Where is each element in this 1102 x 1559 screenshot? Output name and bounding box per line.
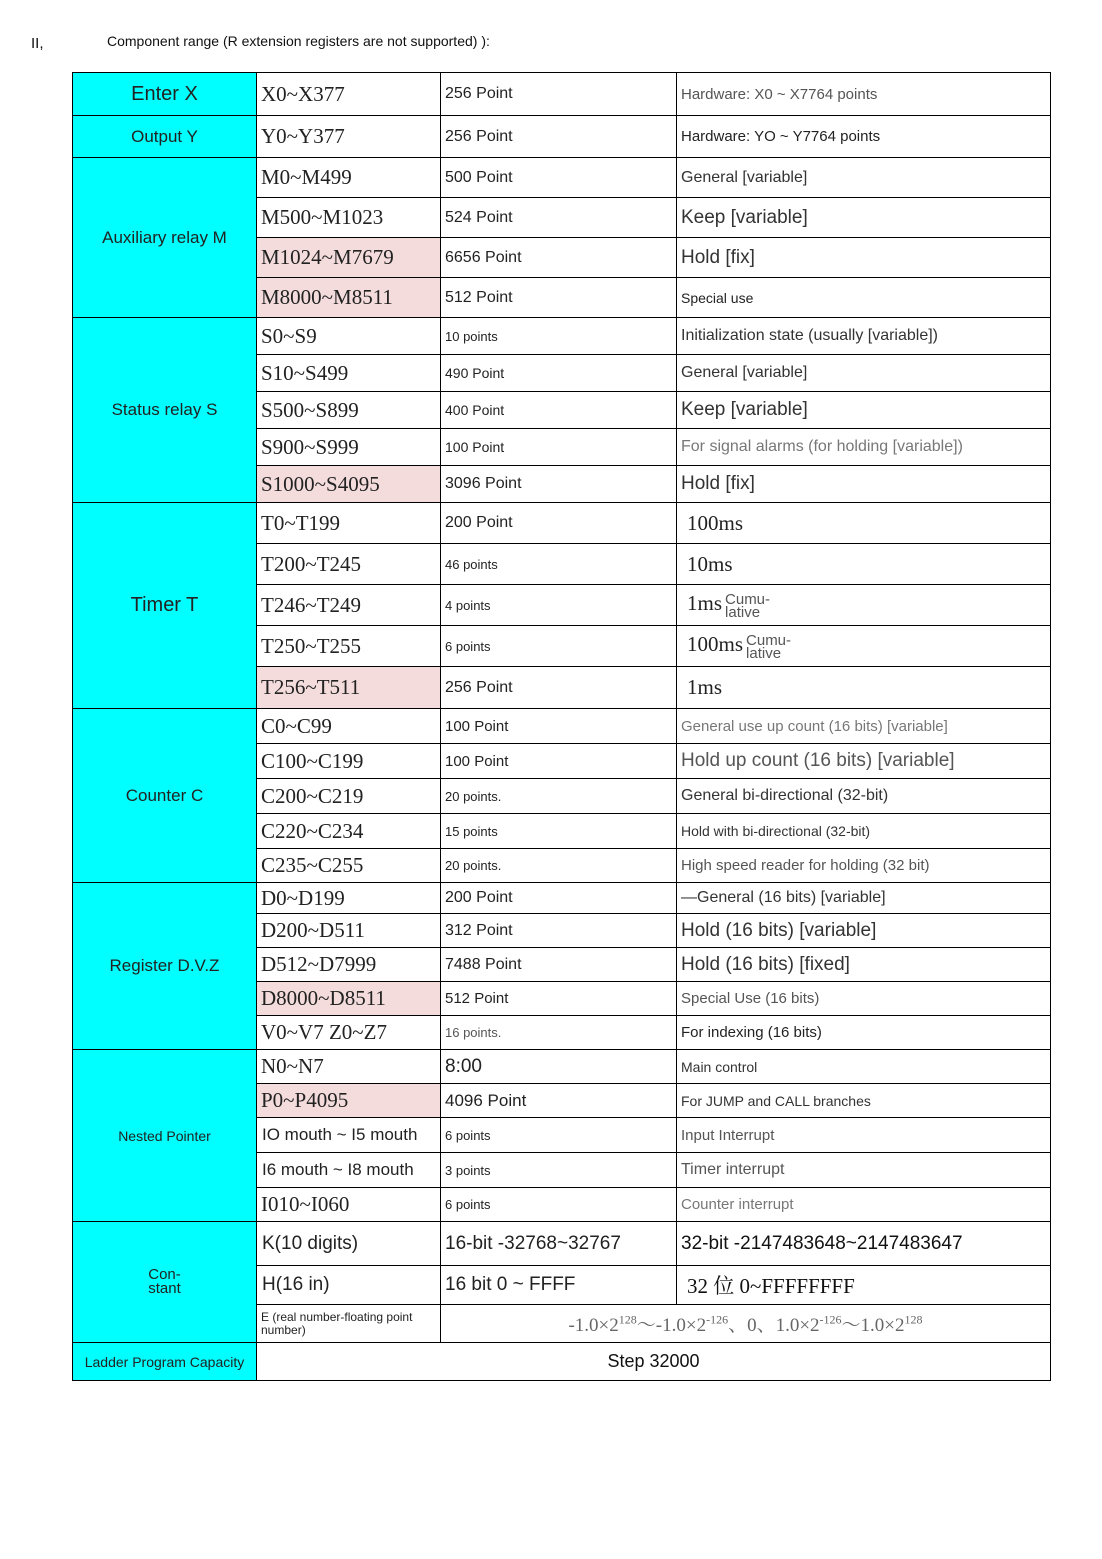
category-output-y: Output Y	[73, 116, 257, 158]
desc-cell: Hardware: X0 ~ X7764 points	[677, 73, 1051, 116]
category-register-dvz: Register D.V.Z	[73, 883, 257, 1050]
points-cell: 3 points	[441, 1153, 677, 1188]
points-cell: 6 points	[441, 1188, 677, 1222]
range-cell: N0~N7	[257, 1050, 441, 1084]
table-row	[73, 318, 1051, 355]
desc-cell: General [variable]	[677, 355, 1051, 392]
cumulative-note: Cumu- lative	[725, 590, 771, 621]
points-cell: 16 bit 0 ~ FFFF	[441, 1266, 677, 1305]
table-row	[73, 116, 1051, 158]
desc-cell: Input Interrupt	[677, 1118, 1051, 1153]
range-cell: S900~S999	[257, 429, 441, 466]
range-cell: D8000~D8511	[257, 982, 441, 1016]
desc-cell: Hold [fix]	[677, 466, 1051, 503]
range-cell: M500~M1023	[257, 198, 441, 238]
points-cell: 256 Point	[441, 667, 677, 709]
desc-cell: Initialization state (usually [variable])	[677, 318, 1051, 355]
range-cell: S0~S9	[257, 318, 441, 355]
desc-cell: Counter interrupt	[677, 1188, 1051, 1222]
range-cell: D200~D511	[257, 914, 441, 948]
range-cell: S1000~S4095	[257, 466, 441, 503]
section-caption: Component range (R extension registers are not supported) ):	[107, 33, 490, 49]
points-cell: 512 Point	[441, 278, 677, 318]
desc-cell: Keep [variable]	[677, 198, 1051, 238]
points-cell: 15 points	[441, 814, 677, 849]
desc-cell: 100ms	[677, 503, 1051, 544]
range-cell: C0~C99	[257, 709, 441, 744]
points-cell: 256 Point	[441, 73, 677, 116]
table-row	[73, 503, 1051, 544]
desc-cell: Hold [fix]	[677, 238, 1051, 278]
component-range-table	[72, 72, 1051, 1381]
desc-cell: General use up count (16 bits) [variable]	[677, 709, 1051, 744]
range-cell: M0~M499	[257, 158, 441, 198]
category-input-x: Enter X	[73, 73, 257, 116]
points-cell: 6656 Point	[441, 238, 677, 278]
range-cell: S10~S499	[257, 355, 441, 392]
range-cell: Y0~Y377	[257, 116, 441, 158]
points-cell: 500 Point	[441, 158, 677, 198]
desc-cell: Hold (16 bits) [fixed]	[677, 948, 1051, 982]
desc-cell: For JUMP and CALL branches	[677, 1084, 1051, 1118]
desc-cell: 1ms	[677, 667, 1051, 709]
points-cell: 20 points.	[441, 849, 677, 883]
range-cell: I010~I060	[257, 1188, 441, 1222]
range-cell: T246~T249	[257, 585, 441, 626]
desc-cell: High speed reader for holding (32 bit)	[677, 849, 1051, 883]
range-cell: IO mouth ~ I5 mouth	[257, 1118, 441, 1153]
points-cell: 400 Point	[441, 392, 677, 429]
desc-cell: Hardware: YO ~ Y7764 points	[677, 116, 1051, 158]
points-cell: 512 Point	[441, 982, 677, 1016]
desc-cell: 32 位 0~FFFFFFFF	[677, 1266, 1051, 1305]
desc-cell: General [variable]	[677, 158, 1051, 198]
points-cell: 16-bit -32768~32767	[441, 1222, 677, 1266]
desc-cell: Hold with bi-directional (32-bit)	[677, 814, 1051, 849]
category-nested-pointer: Nested Pointer	[73, 1050, 257, 1222]
ladder-capacity-value: Step 32000	[257, 1343, 1051, 1381]
points-cell: 524 Point	[441, 198, 677, 238]
points-cell: 8:00	[441, 1050, 677, 1084]
desc-cell: Main control	[677, 1050, 1051, 1084]
category-constant: Con- stant	[73, 1222, 257, 1343]
points-cell: 100 Point	[441, 429, 677, 466]
desc-cell: 10ms	[677, 544, 1051, 585]
range-cell: M8000~M8511	[257, 278, 441, 318]
range-cell: C100~C199	[257, 744, 441, 779]
desc-cell: For signal alarms (for holding [variable])	[677, 429, 1051, 466]
desc-cell: Keep [variable]	[677, 392, 1051, 429]
desc-cell: Special Use (16 bits)	[677, 982, 1051, 1016]
desc-cell: Timer interrupt	[677, 1153, 1051, 1188]
points-cell: 46 points	[441, 544, 677, 585]
desc-cell: —General (16 bits) [variable]	[677, 883, 1051, 914]
points-cell: 200 Point	[441, 503, 677, 544]
section-number: II,	[31, 35, 44, 52]
range-cell: H(16 in)	[257, 1266, 441, 1305]
range-cell: D512~D7999	[257, 948, 441, 982]
points-cell: 312 Point	[441, 914, 677, 948]
range-cell: S500~S899	[257, 392, 441, 429]
float-range-cell: $-1.0\times 2^{128}$〜$-1.0\times 2^{-126}$、0、$1.0\times 2^{-126}$〜$1.0\times 2^{128}$	[441, 1305, 1051, 1343]
desc-cell: General bi-directional (32-bit)	[677, 779, 1051, 814]
table-row	[73, 158, 1051, 198]
points-cell: 20 points.	[441, 779, 677, 814]
desc-cell: Special use	[677, 278, 1051, 318]
range-cell: I6 mouth ~ I8 mouth	[257, 1153, 441, 1188]
range-cell: T256~T511	[257, 667, 441, 709]
range-cell: T200~T245	[257, 544, 441, 585]
range-cell: D0~D199	[257, 883, 441, 914]
points-cell: 200 Point	[441, 883, 677, 914]
range-cell: V0~V7 Z0~Z7	[257, 1016, 441, 1050]
points-cell: 4 points	[441, 585, 677, 626]
points-cell: 6 points	[441, 1118, 677, 1153]
points-cell: 6 points	[441, 626, 677, 667]
range-cell: X0~X377	[257, 73, 441, 116]
table-row	[73, 883, 1051, 914]
timer-resolution: 100ms	[687, 632, 744, 657]
points-cell: 100 Point	[441, 744, 677, 779]
range-cell: E (real number-floating point number)	[257, 1305, 441, 1343]
range-cell: C235~C255	[257, 849, 441, 883]
desc-cell	[677, 626, 1051, 667]
category-timer-t: Timer T	[73, 503, 257, 709]
points-cell: 3096 Point	[441, 466, 677, 503]
points-cell: 490 Point	[441, 355, 677, 392]
range-cell: M1024~M7679	[257, 238, 441, 278]
category-ladder-capacity: Ladder Program Capacity	[73, 1343, 257, 1381]
desc-cell: 32-bit -2147483648~2147483647	[677, 1222, 1051, 1266]
points-cell: 100 Point	[441, 709, 677, 744]
timer-resolution: 1ms	[687, 591, 723, 616]
points-cell: 16 points.	[441, 1016, 677, 1050]
desc-cell: For indexing (16 bits)	[677, 1016, 1051, 1050]
range-cell: C220~C234	[257, 814, 441, 849]
desc-cell: Hold up count (16 bits) [variable]	[677, 744, 1051, 779]
category-auxiliary-relay-m: Auxiliary relay M	[73, 158, 257, 318]
table-row	[73, 1050, 1051, 1084]
desc-cell: Hold (16 bits) [variable]	[677, 914, 1051, 948]
category-counter-c: Counter C	[73, 709, 257, 883]
range-cell: T0~T199	[257, 503, 441, 544]
table-row	[73, 1343, 1051, 1381]
category-status-relay-s: Status relay S	[73, 318, 257, 503]
points-cell: 7488 Point	[441, 948, 677, 982]
table-row	[73, 1222, 1051, 1266]
range-cell: P0~P4095	[257, 1084, 441, 1118]
range-cell: T250~T255	[257, 626, 441, 667]
points-cell: 256 Point	[441, 116, 677, 158]
range-cell: K(10 digits)	[257, 1222, 441, 1266]
points-cell: 4096 Point	[441, 1084, 677, 1118]
table-row	[73, 73, 1051, 116]
points-cell: 10 points	[441, 318, 677, 355]
range-cell: C200~C219	[257, 779, 441, 814]
cumulative-note: Cumu- lative	[746, 631, 792, 662]
table-row	[73, 709, 1051, 744]
desc-cell	[677, 585, 1051, 626]
